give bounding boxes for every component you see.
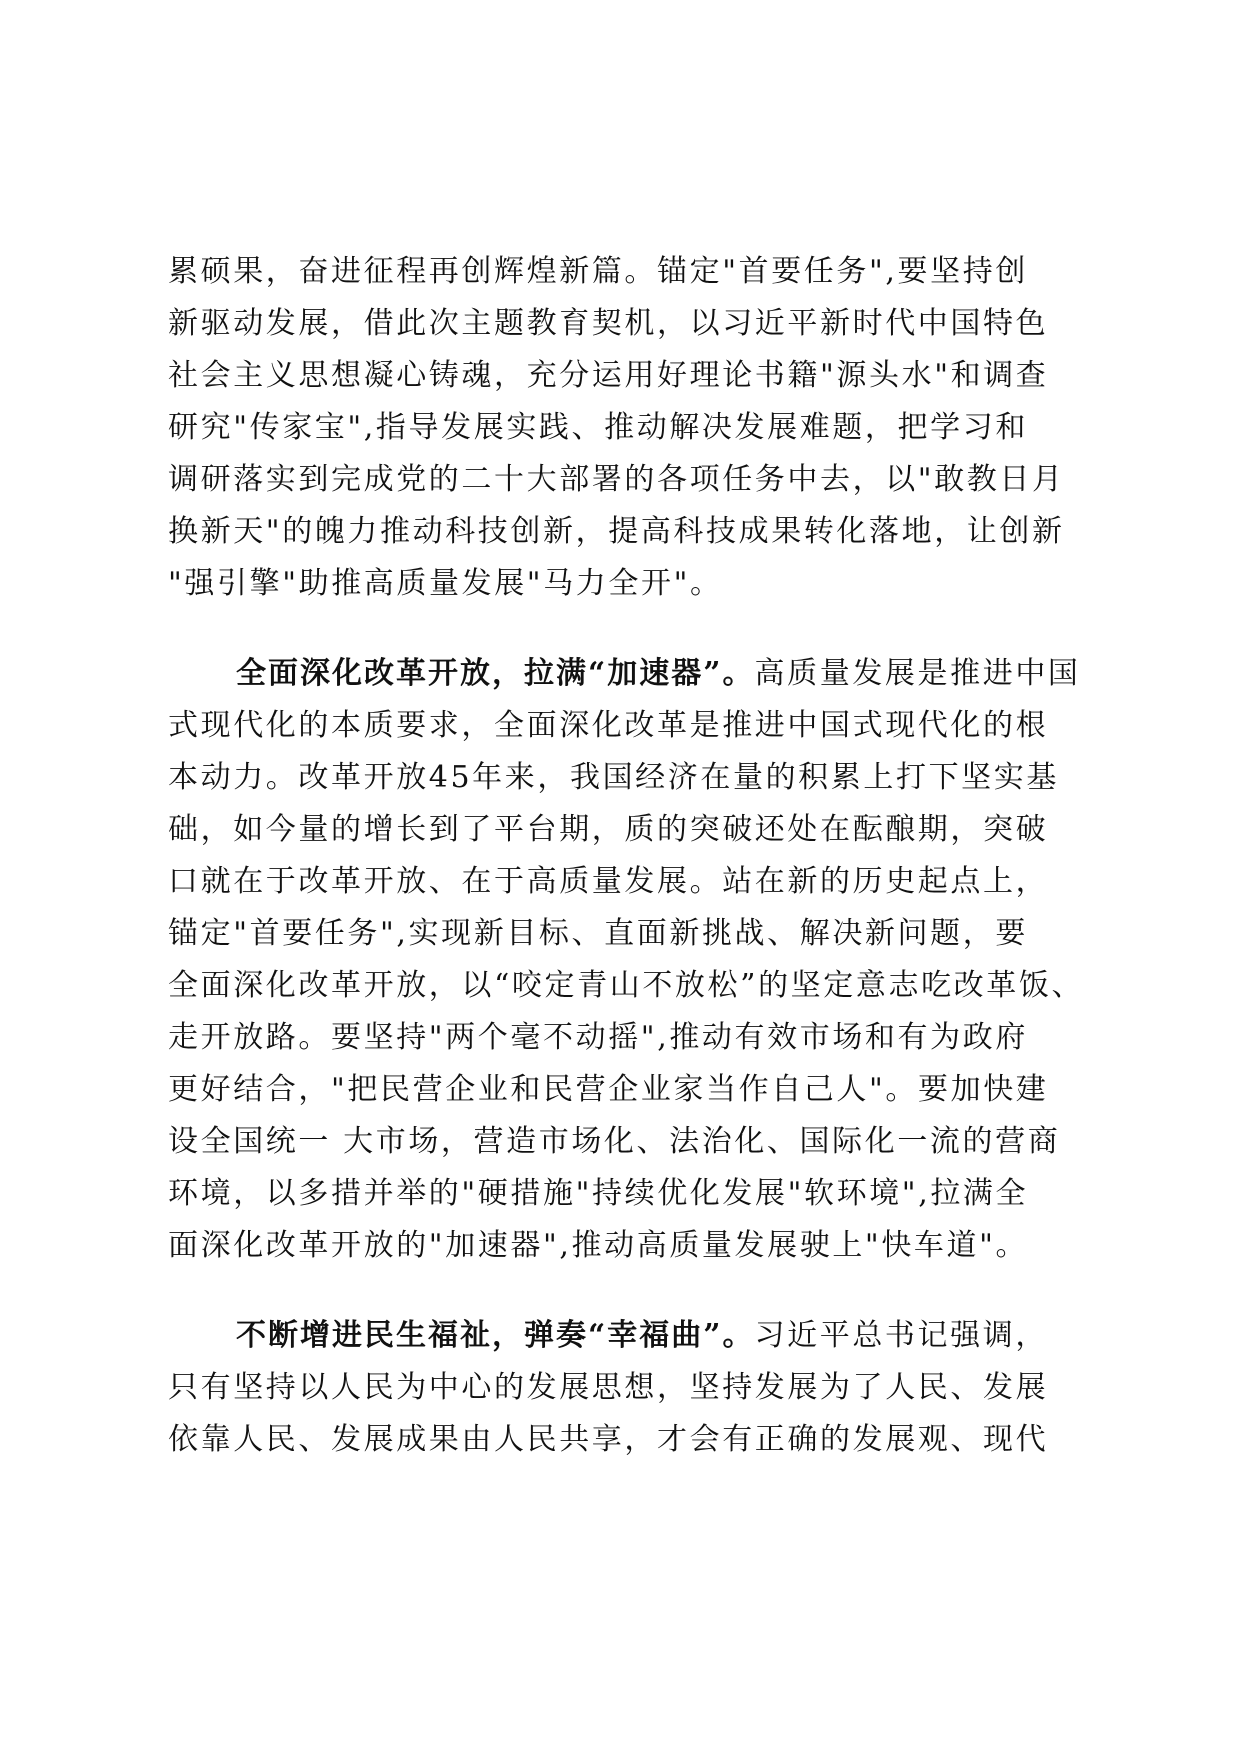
heading-continuation: 高质量发展是推进中国: [754, 656, 1081, 691]
text-line: 设全国统一 大市场，营造市场化、法治化、国际化一流的营商: [168, 1124, 1061, 1159]
text-line: 研究"传家宝",指导发展实践、推动解决发展难题，把学习和: [168, 410, 1028, 445]
paragraph-3: [168, 1310, 1088, 1466]
paragraph-spacer: [168, 1272, 1088, 1310]
text-line: 面深化改革开放的"加速器",推动高质量发展驶上"快车道"。: [168, 1228, 1029, 1263]
text-line: "强引擎"助推高质量发展"马力全开"。: [168, 566, 723, 601]
section-heading: 全面深化改革开放，拉满“加速器”。: [236, 656, 755, 691]
text-line: 式现代化的本质要求，全面深化改革是推进中国式现代化的根: [168, 708, 1049, 743]
text-line: 只有坚持以人民为中心的发展思想，坚持发展为了人民、发展: [168, 1370, 1049, 1405]
text-line: 础，如今量的增长到了平台期，质的突破还处在酝酿期，突破: [168, 812, 1049, 847]
text-line: 更好结合，"把民营企业和民营企业家当作自己人"。要加快建: [168, 1072, 1049, 1107]
paragraph-first-line: [168, 648, 1088, 700]
paragraph-first-line: [168, 1310, 1088, 1362]
text-line: 换新天"的魄力推动科技创新，提高科技成果转化落地，让创新: [168, 514, 1065, 549]
paragraph-2: [168, 648, 1088, 1272]
text-line: 调研落实到完成党的二十大部署的各项任务中去，以"敢教日月: [168, 462, 1065, 497]
text-line: 新驱动发展，借此次主题教育契机，以习近平新时代中国特色: [168, 306, 1049, 341]
text-line: 走开放路。要坚持"两个毫不动摇",推动有效市场和有为政府: [168, 1020, 1028, 1055]
text-line: 口就在于改革开放、在于高质量发展。站在新的历史起点上，: [168, 864, 1049, 899]
document-body: [168, 246, 1088, 1466]
text-line: 依靠人民、发展成果由人民共享，才会有正确的发展观、现代: [168, 1422, 1049, 1457]
heading-continuation: 习近平总书记强调，: [754, 1318, 1048, 1353]
text-line: 全面深化改革开放，以“咬定青山不放松”的坚定意志吃改革饭、: [168, 968, 1085, 1003]
text-line: 社会主义思想凝心铸魂，充分运用好理论书籍"源头水"和调查: [168, 358, 1049, 393]
paragraph-1: [168, 246, 1088, 610]
section-heading: 不断增进民生福祉，弹奏“幸福曲”。: [236, 1318, 755, 1353]
text-line: 本动力。改革开放45年来，我国经济在量的积累上打下坚实基: [168, 760, 1059, 795]
text-line: 环境，以多措并举的"硬措施"持续优化发展"软环境",拉满全: [168, 1176, 1029, 1211]
text-line: 锚定"首要任务",实现新目标、直面新挑战、解决新问题，要: [168, 916, 1028, 951]
text-line: 累硕果，奋进征程再创辉煌新篇。锚定"首要任务",要坚持创: [168, 254, 1028, 289]
paragraph-spacer: [168, 610, 1088, 648]
